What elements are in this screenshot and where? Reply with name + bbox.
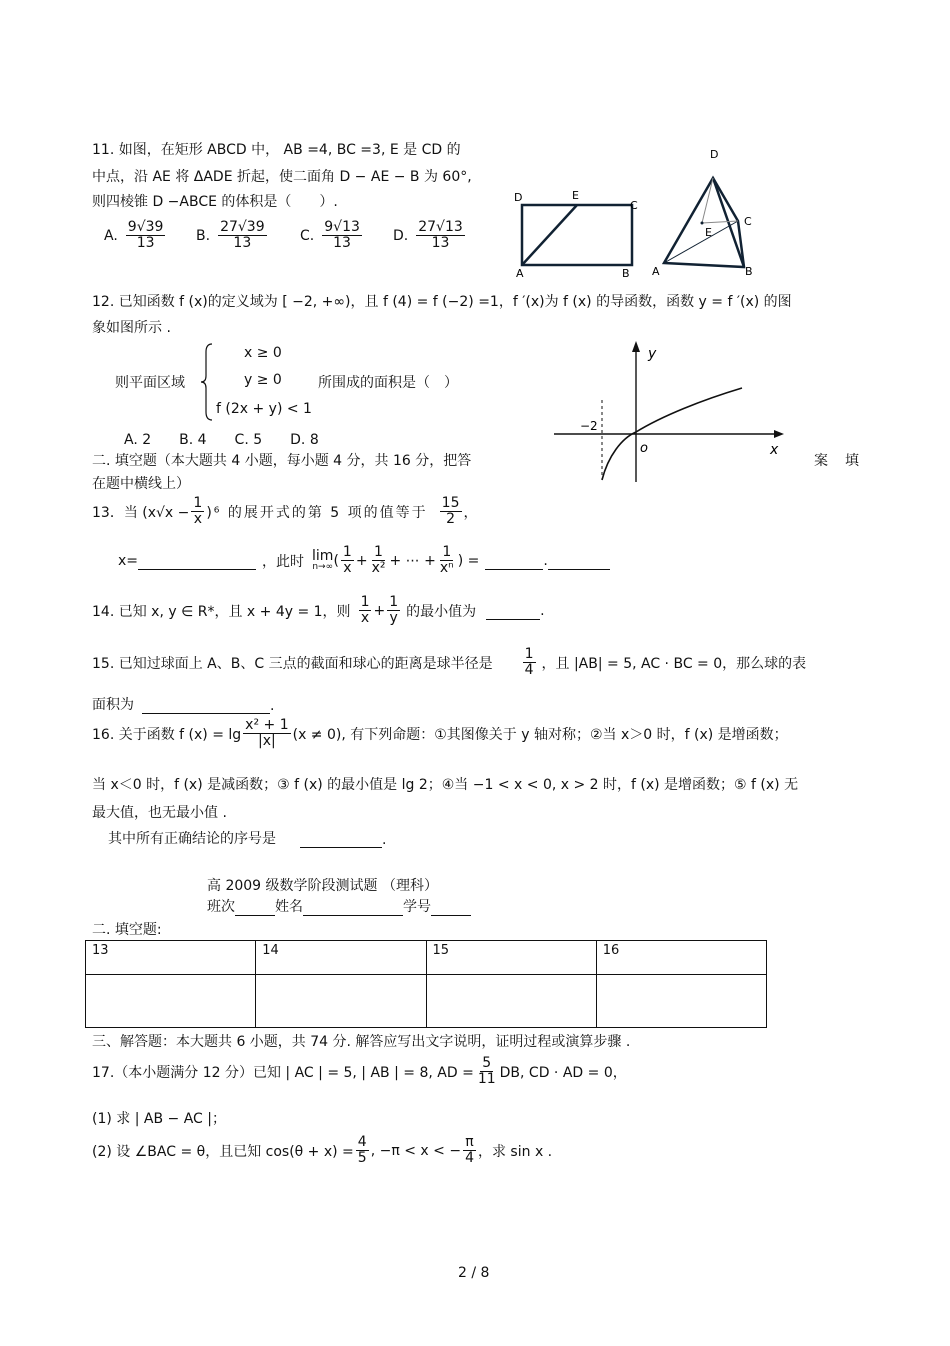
answer-header-15: 15 [426, 941, 596, 975]
label-a: A [516, 267, 524, 280]
q11-option-a[interactable] [104, 220, 167, 252]
section2-line1: 二. 填空题（本大题共 4 小题，每小题 4 分，共 16 分，把答 [92, 453, 472, 469]
label-d: D [710, 148, 719, 161]
answer-table [85, 940, 767, 1028]
q17-sub1: (1) 求 | AB − AC |； [92, 1111, 226, 1127]
section2-tail1: 案 [814, 453, 828, 469]
q17-line1: 17.（本小题满分 12 分）已知 | AC | = 5, | AB | = 8, AD = $\frac{5}{11}$ DB, CD · AD = 0， [92, 1055, 627, 1088]
answer-cell-14[interactable] [256, 975, 426, 1028]
rectangle-figure [510, 185, 645, 280]
answer-header-14: 14 [256, 941, 426, 975]
q11-option-d[interactable] [393, 220, 467, 252]
q12-region-prefix: 则平面区域 [115, 375, 185, 391]
option-label: D. [393, 227, 409, 244]
answer-header-13: 13 [86, 941, 256, 975]
brace-icon [200, 342, 214, 422]
answer-cell-15[interactable] [426, 975, 596, 1028]
answer-cell-16[interactable] [596, 975, 766, 1028]
q15-line1: 15. 已知过球面上 A、B、C 三点的截面和球心的距离是球半径是 $\frac{1}{4}$ ，且 |AB| = 5, AC · BC = 0，那么球的表 [92, 646, 807, 679]
q13-line2: x= ，此时 lim n→∞ ( $\frac{1}{x}$ + $\frac{1}{\text{x²}}$ + ⋯ + $\frac{1}{\text{xⁿ}}$ ) = . [118, 545, 610, 577]
student-id-input[interactable] [431, 899, 471, 916]
label-b: B [745, 265, 753, 278]
option-label: B. [196, 227, 211, 244]
q13-line1: 13．当 (x√x − $\frac{1}{x}$ )⁶ 的展开式的第 5 项的值等于 $\frac{15}{2}$ ， [92, 495, 478, 528]
option-label: A. [104, 227, 118, 244]
q15-blank[interactable] [142, 695, 270, 714]
q12-options: A. 2 B. 4 C. 5 D. 8 [124, 432, 319, 448]
option-fraction: $\frac{27√39}{13}$ [220, 219, 265, 252]
q12-cond2: y ≥ 0 [244, 372, 282, 388]
answer-cell-13[interactable] [86, 975, 256, 1028]
section2-line2: 在题中横线上） [92, 476, 190, 492]
label-e: E [705, 226, 712, 239]
q14-line: 14. 已知 x, y ∈ R*，且 x + 4y = 1，则 $\frac{1}{x}$ + $\frac{1}{y}$ 的最小值为 . [92, 594, 545, 627]
page-number: 2 / 8 [458, 1265, 490, 1281]
label-c: C [744, 215, 752, 228]
option-fraction: $\frac{9√39}{13}$ [127, 219, 164, 252]
q16-blank[interactable] [300, 829, 382, 848]
label-c: C [630, 199, 638, 212]
y-axis-label: y [648, 346, 657, 362]
q16-line1: 16. 关于函数 f (x) = lg $\frac{\text{x² + 1}}{|x|}$ (x ≠ 0), 有下列命题：①其图像关于 y 轴对称；②当 x＞0 时，f (x) 是增函数； [92, 717, 788, 750]
derivative-graph [552, 338, 792, 486]
q11-option-b[interactable] [196, 220, 269, 252]
q16-line2: 当 x＜0 时，f (x) 是减函数；③ f (x) 的最小值是 lg 2；④当 −1 < x < 0, x > 2 时，f (x) 是增函数；⑤ f (x) 无 [92, 777, 799, 793]
class-input[interactable] [235, 899, 275, 916]
q11-line1: 11. 如图，在矩形 ABCD 中， AB =4, BC =3, E 是 CD 的 [92, 142, 461, 158]
label-a: A [652, 265, 660, 278]
name-input[interactable] [303, 899, 403, 916]
fill-title: 二. 填空题: [92, 922, 162, 938]
section2-tail2: 填 [845, 453, 859, 469]
q16-line4: 其中所有正确结论的序号是 . [108, 831, 387, 848]
answer-header-16: 16 [596, 941, 766, 975]
minus-two-label: −2 [580, 419, 598, 433]
label-b: B [622, 267, 630, 280]
q12-cond3: f (2x + y) < 1 [216, 401, 312, 417]
q12-cond1: x ≥ 0 [244, 345, 282, 361]
q12-region-suffix: 所围成的面积是（ ） [318, 375, 458, 391]
section3: 三、解答题：本大题共 6 小题，共 74 分. 解答应写出文字说明，证明过程或演算步骤 . [92, 1034, 631, 1050]
label-d: D [514, 191, 523, 204]
q17-sub2: (2) 设 ∠BAC = θ，且已知 cos(θ + x) = $\frac{4}{5}$ , −π < x < − $\frac{\pi}{4}$ ，求 sin x . [92, 1134, 553, 1167]
q11-option-c[interactable] [300, 220, 364, 252]
q11-line2: 中点，沿 AE 将 ΔADE 折起，使二面角 D − AE − B 为 60°, [92, 169, 472, 185]
q15-line2: 面积为 . [92, 697, 275, 714]
q16-line3: 最大值，也无最小值 . [92, 805, 227, 821]
label-e: E [572, 189, 579, 202]
pyramid-figure [648, 145, 763, 280]
q13-blank-x[interactable] [138, 551, 256, 570]
option-fraction: $\frac{27√13}{13}$ [418, 219, 463, 252]
origin-label: o [640, 441, 648, 456]
q12-line1: 12. 已知函数 f (x)的定义域为 [ −2, +∞)，且 f (4) = f (−2) =1，f ′(x)为 f (x) 的导函数，函数 y = f ′(x) 的图 [92, 294, 792, 310]
sheet-title: 高 2009 级数学阶段测试题 （理科） [207, 878, 438, 894]
q14-blank[interactable] [486, 601, 540, 620]
q12-line2: 象如图所示 . [92, 320, 171, 336]
x-axis-label: x [770, 442, 779, 458]
option-fraction: $\frac{9√13}{13}$ [324, 219, 360, 252]
option-label: C. [300, 227, 315, 244]
student-info: 班次 姓名 学号 [207, 896, 471, 916]
q11-line3: 则四棱锥 D −ABCE 的体积是（ ）. [92, 194, 338, 210]
q13-blank-limit[interactable] [485, 551, 543, 570]
